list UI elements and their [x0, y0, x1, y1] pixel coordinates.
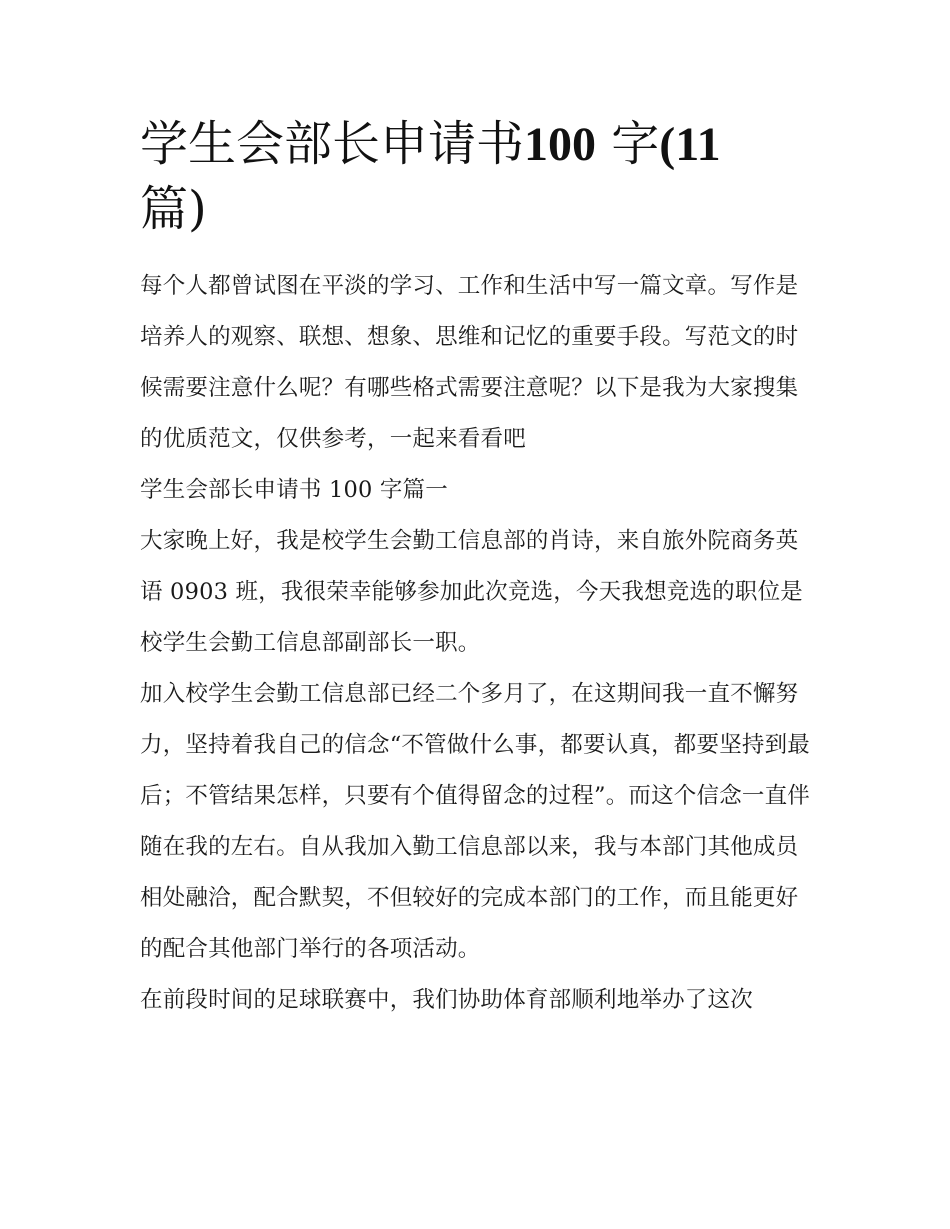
body-paragraph: 在前段时间的足球联赛中，我们协助体育部顺利地举办了这次 [140, 987, 753, 1013]
title-number: 100 [524, 118, 597, 171]
document-body [140, 261, 815, 1026]
body-paragraph: 大家晚上好，我是校学生会勤工信息部的肖诗，来自旅外院商务英语 0903 班，我很荣幸能够参加此次竞选，今天我想竞选的职位是校学生会勤工信息部副部长一职。 [140, 528, 803, 656]
title-text: 学生会部长申请书 [140, 116, 525, 172]
section-heading: 学生会部长申请书 100 字篇一 [140, 477, 448, 503]
document-page [140, 112, 815, 1026]
document-title [140, 112, 815, 241]
title-unit: 字 [596, 116, 660, 172]
body-paragraph: 加入校学生会勤工信息部已经二个多月了，在这期间我一直不懈努力，坚持着我自己的信念“不管做什么事，都要认真，都要坚持到最后；不管结果怎样，只要有个值得留念的过程”。而这个信念一直伴随在我的左右。自从我加入勤工信息部以来，我与本部门其他成员相处融洽，配合默契，不但较好的完成本部门的工作，而且能更好的配合其他部门举行的各项活动。 [140, 681, 811, 962]
title-suffix: 篇) [140, 181, 207, 237]
intro-paragraph: 每个人都曾试图在平淡的学习、工作和生活中写一篇文章。写作是培养人的观察、联想、想象、思维和记忆的重要手段。写范文的时候需要注意什么呢？有哪些格式需要注意呢？以下是我为大家搜集的优质范文，仅供参考，一起来看看吧 [140, 273, 799, 452]
title-count: (11 [659, 118, 721, 171]
